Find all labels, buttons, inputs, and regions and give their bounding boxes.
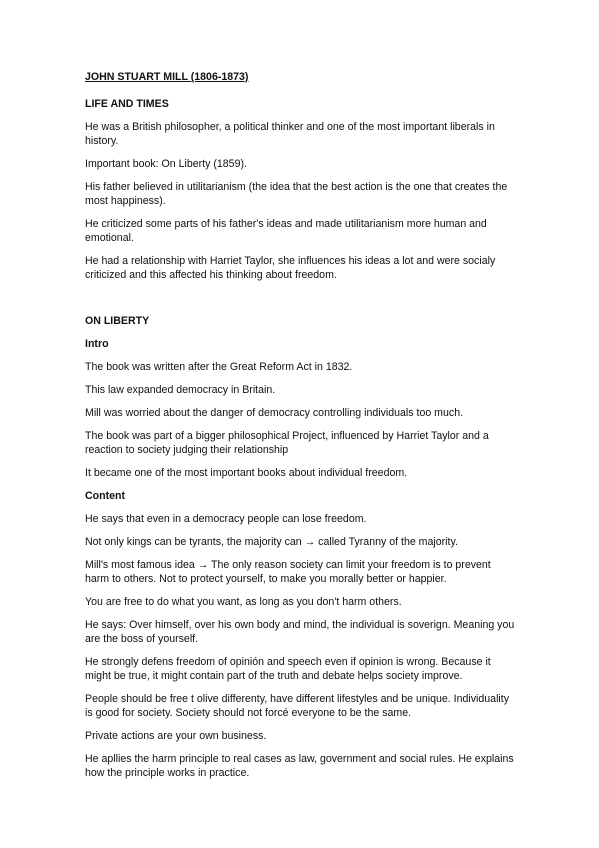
paragraph: You are free to do what you want, as long as you don't harm others. [85,596,402,608]
paragraph: He apllies the harm principle to real cases as law, government and social rules. He explains how the principle works in practice. [85,753,514,779]
paragraph: He had a relationship with Harriet Taylor, she influences his ideas a lot and were socialy criticized and this affected his thinking about freedom. [85,255,496,281]
paragraph: He says that even in a democracy people can lose freedom. [85,513,367,525]
paragraph: He says: Over himself, over his own body and mind, the individual is soverign. Meaning you are the boss of yourself. [85,619,515,645]
paragraph: He criticized some parts of his father's ideas and made utilitarianism more human and emotional. [85,218,487,244]
paragraph: People should be free t olive differenty, have different lifestyles and be unique. Individuality is good for society. Society should not forcé everyone to be the same. [85,693,510,719]
paragraph: He strongly defens freedom of opinión and speech even if opinion is wrong. Because it might be true, it might contain part of the truth and debate helps society improve. [85,656,491,682]
paragraph: Mill was worried about the danger of democracy controlling individuals too much. [85,407,464,419]
paragraph: The book was written after the Great Reform Act in 1832. [85,361,353,373]
paragraph: His father believed in utilitarianism (the idea that the best action is the one that creates the most happiness). [85,181,508,207]
paragraph: Mill's most famous idea → The only reason society can limit your freedom is to prevent harm to others. Not to protect yourself, to make you morally better or happier. [85,559,491,585]
paragraph: The book was part of a bigger philosophical Project, influenced by Harriet Taylor and a reaction to society judging their relationship [85,430,489,456]
document-body [85,70,517,789]
paragraph: This law expanded democracy in Britain. [85,384,276,396]
document-title: JOHN STUART MILL (1806-1873) [85,71,249,83]
paragraph: He was a British philosopher, a political thinker and one of the most important liberals in history. [85,121,495,147]
subheading-intro: Intro [85,338,109,350]
paragraph: Not only kings can be tyrants, the majority can → called Tyranny of the majority. [85,536,458,548]
paragraph: Private actions are your own business. [85,730,267,742]
section-spacer [85,291,517,314]
paragraph: Important book: On Liberty (1859). [85,158,247,170]
section-heading-on-liberty: ON LIBERTY [85,315,150,327]
paragraph: It became one of the most important books about individual freedom. [85,467,408,479]
section-heading-life-and-times: LIFE AND TIMES [85,98,169,110]
subheading-content: Content [85,490,126,502]
